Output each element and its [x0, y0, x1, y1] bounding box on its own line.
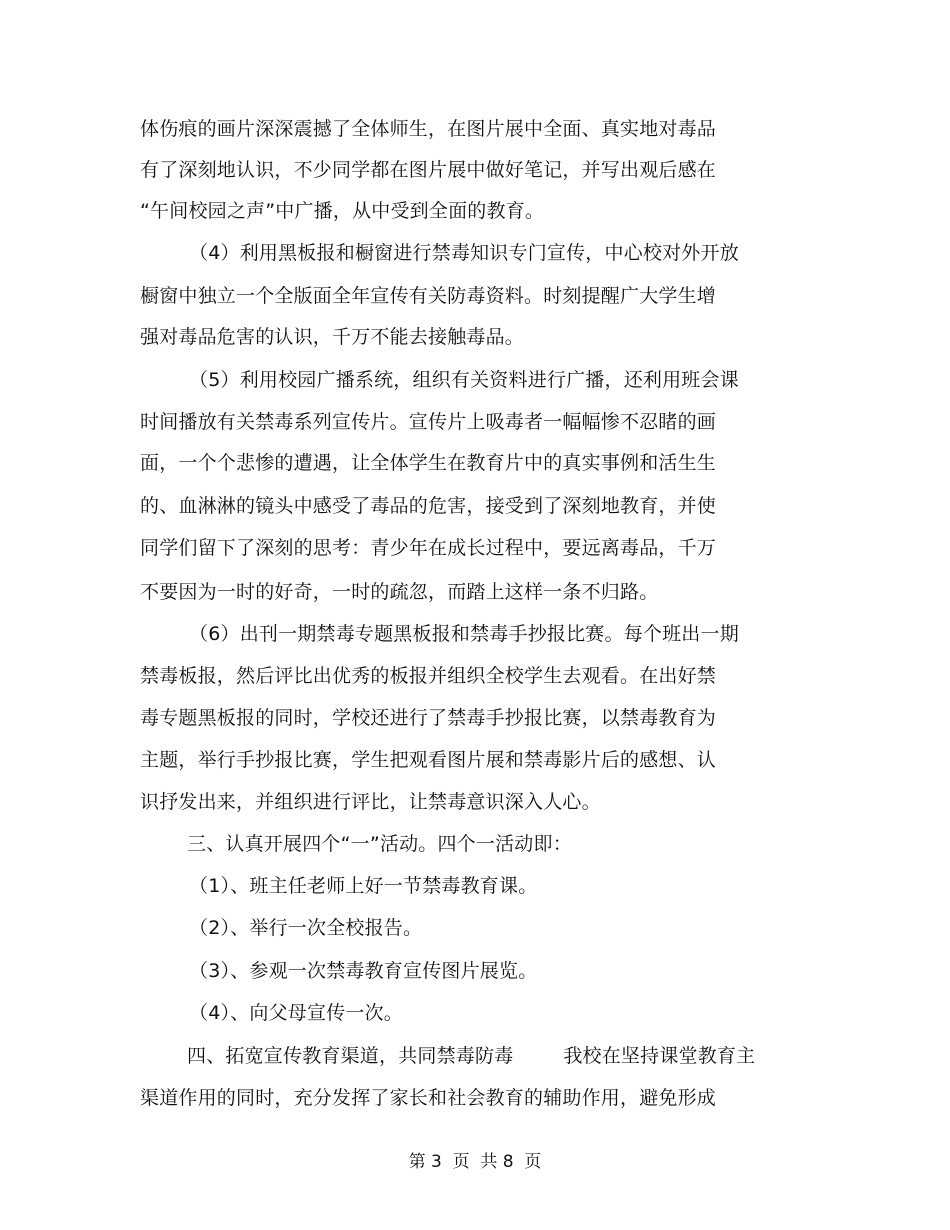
text-line: 橱窗中独立一个全版面全年宣传有关防毒资料。时刻提醒广大学生增: [140, 285, 717, 307]
text-line: （3）、参观一次禁毒教育宣传图片展览。: [189, 960, 538, 982]
text-line: 主题，举行手抄报比赛，学生把观看图片展和禁毒影片后的感想、认: [140, 749, 717, 771]
page-number: 第 3 页 共 8 页: [408, 1152, 542, 1172]
text-line: “午间校园之声”中广播，从中受到全面的教育。: [140, 200, 545, 222]
text-line: 的、血淋淋的镜头中感受了毒品的危害，接受到了深刻地教育，并使: [140, 495, 717, 517]
text-line: 时间播放有关禁毒系列宣传片。宣传片上吸毒者一幅幅惨不忍睹的画: [140, 411, 717, 433]
text-line: 四、拓宽宣传教育渠道，共同禁毒防毒 我校在坚持课堂教育主: [187, 1045, 756, 1067]
text-line: （4）利用黑板报和橱窗进行禁毒知识专门宣传，中心校对外开放: [189, 242, 739, 264]
text-line: （2）、举行一次全校报告。: [189, 917, 423, 939]
text-line: 毒专题黑板报的同时，学校还进行了禁毒手抄报比赛，以禁毒教育为: [140, 707, 717, 729]
text-line: 识抒发出来，并组织进行评比，让禁毒意识深入人心。: [140, 791, 601, 813]
text-line: 有了深刻地认识，不少同学都在图片展中做好笔记，并写出观后感在: [140, 159, 717, 181]
text-line: （4）、向父母宣传一次。: [189, 1002, 403, 1024]
text-line: （1）、班主任老师上好一节禁毒教育课。: [189, 875, 538, 897]
text-line: （6）出刊一期禁毒专题黑板报和禁毒手抄报比赛。每个班出一期: [189, 623, 739, 645]
text-line: 同学们留下了深刻的思考：青少年在成长过程中，要远离毒品，千万: [140, 537, 717, 559]
text-line: （5）利用校园广播系统，组织有关资料进行广播，还利用班会课: [189, 369, 739, 391]
text-line: 体伤痕的画片深深震撼了全体师生，在图片展中全面、真实地对毒品: [140, 118, 717, 140]
text-line: 禁毒板报，然后评比出优秀的板报并组织全校学生去观看。在出好禁: [140, 665, 717, 687]
text-line: 不要因为一时的好奇，一时的疏忽，而踏上这样一条不归路。: [140, 581, 659, 603]
text-line: 面，一个个悲惨的遭遇，让全体学生在教育片中的真实事例和活生生: [140, 452, 717, 474]
text-line: 渠道作用的同时，充分发挥了家长和社会教育的辅助作用，避免形成: [140, 1087, 717, 1109]
text-line: 强对毒品危害的认识，千万不能去接触毒品。: [140, 326, 525, 348]
text-line: 三、认真开展四个“一”活动。四个一活动即：: [187, 833, 572, 855]
